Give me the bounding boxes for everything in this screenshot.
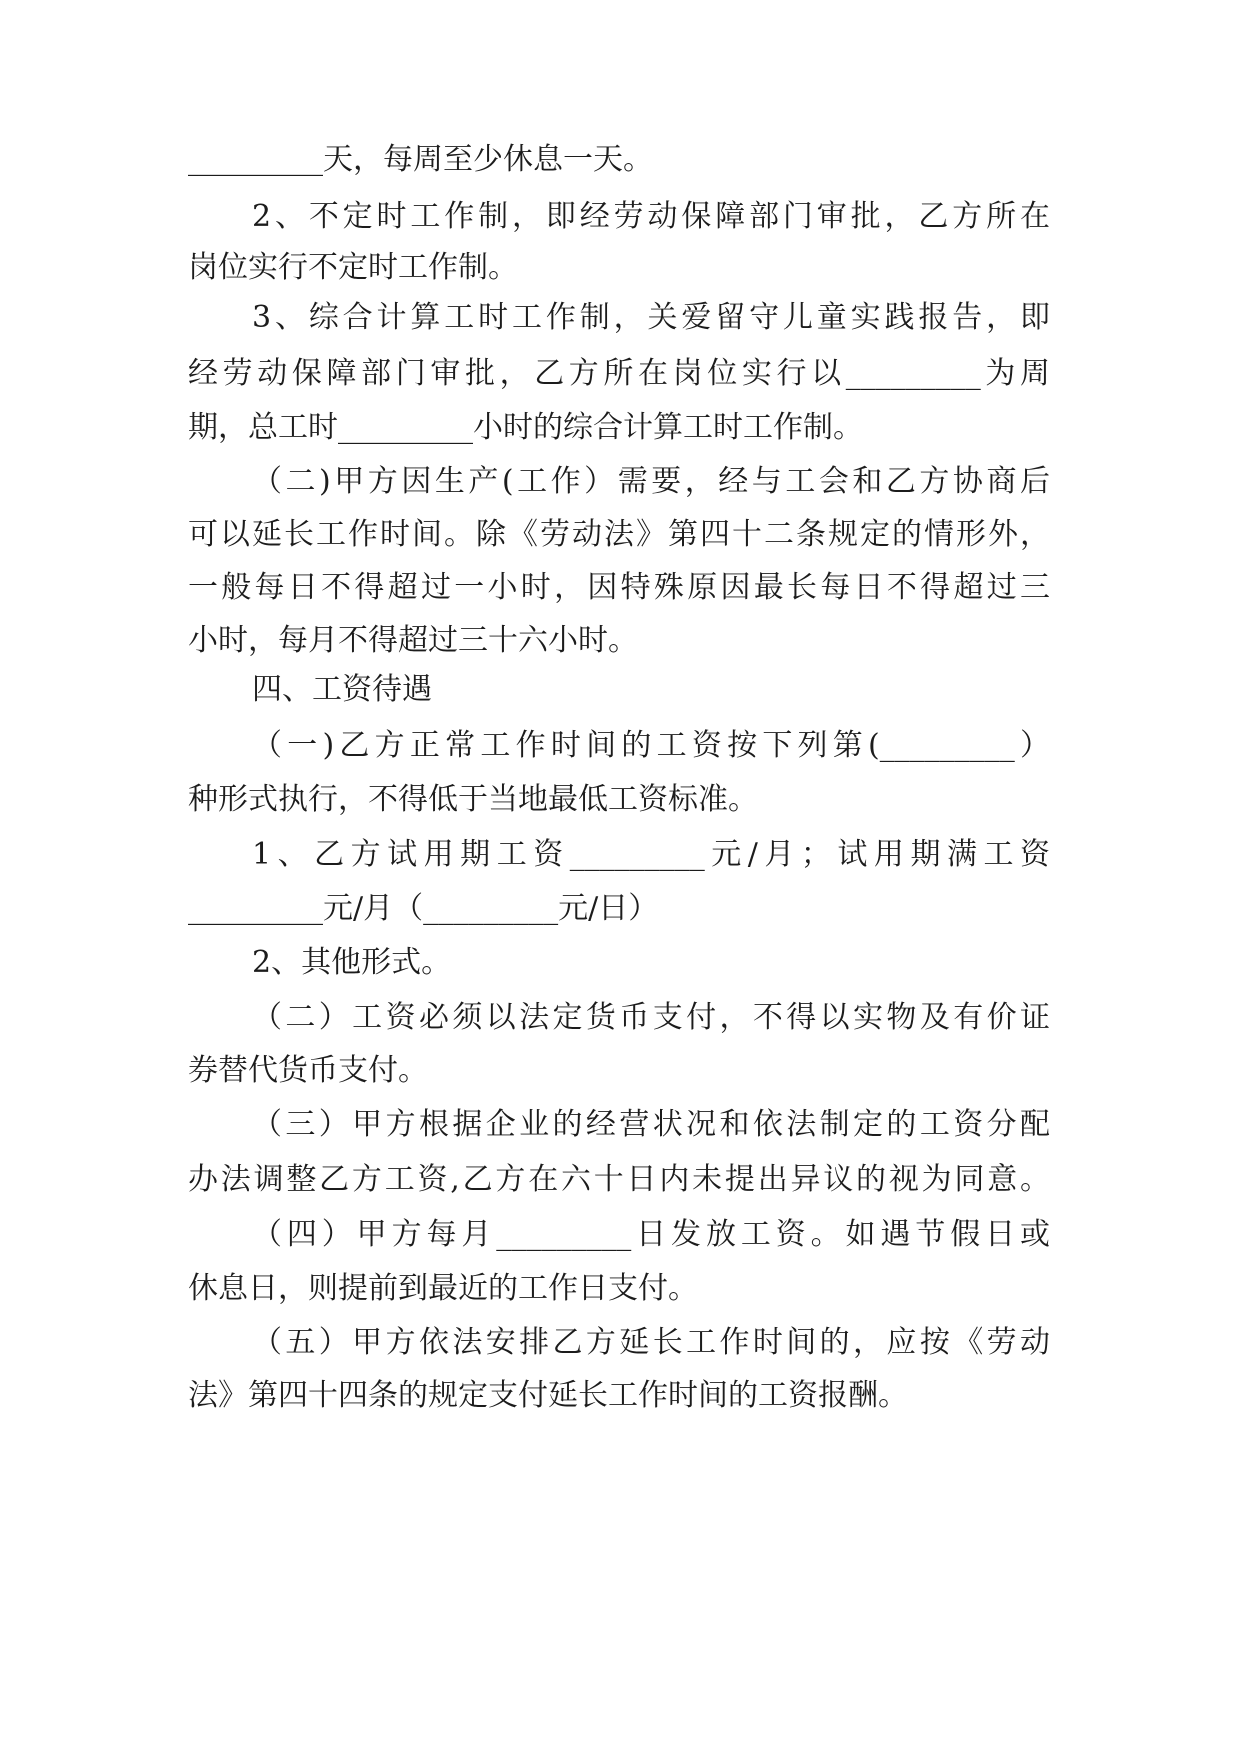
document-line: 2、其他形式。: [252, 945, 452, 980]
document-line: _________元/月（_________元/日）: [188, 891, 659, 926]
document-line: 期，总工时_________小时的综合计算工时工作制。: [188, 410, 863, 445]
document-line: 2、不定时工作制，即经劳动保障部门审批，乙方所在: [252, 199, 1050, 234]
document-line: 法》第四十四条的规定支付延长工作时间的工资报酬。: [188, 1378, 908, 1413]
document-line: （三）甲方根据企业的经营状况和依法制定的工资分配: [252, 1107, 1050, 1142]
document-line: 岗位实行不定时工作制。: [188, 250, 518, 285]
document-line: 券替代货币支付。: [188, 1053, 428, 1088]
document-line: 可以延长工作时间。除《劳动法》第四十二条规定的情形外，: [188, 517, 1050, 552]
document-line: 经劳动保障部门审批，乙方所在岗位实行以_________为周: [188, 356, 1050, 391]
document-line: 种形式执行，不得低于当地最低工资标准。: [188, 782, 758, 817]
document-line: （二)甲方因生产(工作）需要，经与工会和乙方协商后: [252, 464, 1050, 499]
document-line: 四、工资待遇: [252, 672, 432, 707]
document-line: 办法调整乙方工资,乙方在六十日内未提出异议的视为同意。: [188, 1162, 1050, 1197]
document-line: 3、综合计算工时工作制，关爱留守儿童实践报告，即: [252, 300, 1050, 335]
document-line: 一般每日不得超过一小时，因特殊原因最长每日不得超过三: [188, 570, 1050, 605]
document-line: （四）甲方每月_________日发放工资。如遇节假日或: [252, 1217, 1050, 1252]
document-line: 休息日，则提前到最近的工作日支付。: [188, 1271, 698, 1306]
document-line: （一)乙方正常工作时间的工资按下列第(_________）: [252, 728, 1050, 763]
document-line: 小时，每月不得超过三十六小时。: [188, 623, 638, 658]
document-line: （五）甲方依法安排乙方延长工作时间的，应按《劳动: [252, 1325, 1050, 1360]
document-line: _________天，每周至少休息一天。: [188, 142, 653, 177]
document-line: （二）工资必须以法定货币支付，不得以实物及有价证: [252, 1000, 1050, 1035]
document-line: 1、乙方试用期工资_________元/月；试用期满工资: [252, 837, 1050, 872]
